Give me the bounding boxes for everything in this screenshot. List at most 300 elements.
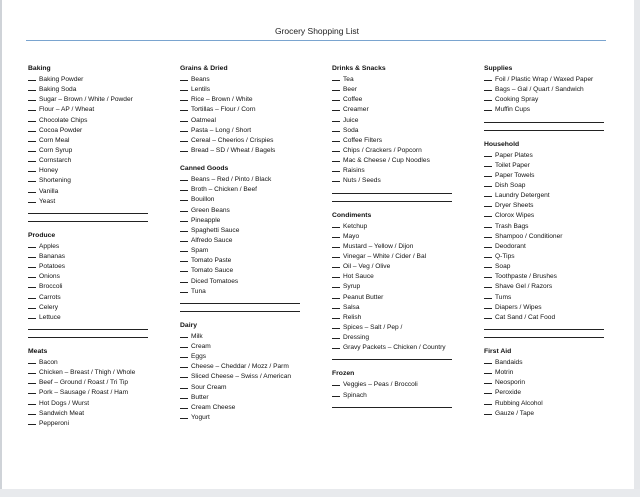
checkbox-blank[interactable]	[28, 357, 36, 364]
list-item	[484, 387, 624, 397]
list-item	[28, 94, 168, 104]
list-item	[28, 261, 168, 271]
item-label: Cereal – Cheerios / Crispies	[191, 136, 274, 144]
checkbox-blank[interactable]	[180, 205, 188, 212]
list-item	[28, 398, 168, 408]
checkbox-blank[interactable]	[332, 74, 340, 81]
checkbox-blank[interactable]	[332, 155, 340, 162]
list-item	[332, 221, 472, 231]
list-item	[28, 302, 168, 312]
item-label: Tums	[495, 293, 512, 301]
list-item	[28, 387, 168, 397]
checkbox-blank[interactable]	[180, 265, 188, 272]
checkbox-blank[interactable]	[484, 261, 492, 268]
item-label: Toilet Paper	[495, 161, 530, 169]
list-item	[28, 155, 168, 165]
item-label: Salsa	[343, 303, 360, 311]
item-label: Beans	[191, 76, 210, 83]
list-item	[28, 377, 168, 387]
checkbox-blank[interactable]	[332, 145, 340, 152]
list-item	[484, 377, 624, 387]
section	[332, 369, 472, 407]
section	[332, 64, 472, 202]
list-item	[28, 74, 168, 84]
checkbox-blank[interactable]	[332, 251, 340, 258]
item-label: Onions	[39, 273, 60, 281]
item-label: Spaghetti Sauce	[191, 226, 240, 234]
list-item	[28, 186, 168, 196]
list-item	[484, 94, 624, 104]
list-item	[484, 241, 624, 251]
write-in-line[interactable]	[484, 327, 604, 338]
list-item	[484, 150, 624, 160]
checkbox-blank[interactable]	[484, 387, 492, 394]
section-title: Canned Goods	[180, 165, 229, 173]
checkbox-blank[interactable]	[180, 351, 188, 358]
item-label: Diced Tomatoes	[191, 277, 239, 285]
item-label: Dish Soap	[495, 181, 526, 189]
list-item	[484, 84, 624, 94]
item-label: Muffin Cups	[495, 106, 531, 114]
checkbox-blank[interactable]	[332, 165, 340, 172]
checkbox-blank[interactable]	[180, 215, 188, 222]
checkbox-blank[interactable]	[180, 331, 188, 338]
list-item	[332, 241, 472, 251]
item-label: Tea	[343, 76, 354, 83]
item-label: Broth – Chicken / Beef	[191, 186, 257, 194]
checkbox-blank[interactable]	[180, 235, 188, 242]
checkbox-blank[interactable]	[28, 175, 36, 182]
item-label: Ketchup	[343, 222, 368, 230]
list-item	[332, 145, 472, 155]
list-item	[28, 125, 168, 135]
list-item	[484, 292, 624, 302]
checkbox-blank[interactable]	[484, 251, 492, 258]
list-item	[180, 145, 320, 155]
checkbox-blank[interactable]	[28, 251, 36, 258]
checkbox-blank[interactable]	[484, 241, 492, 248]
checkbox-blank[interactable]	[484, 408, 492, 415]
list-item	[484, 170, 624, 180]
checkbox-blank[interactable]	[332, 221, 340, 228]
item-label: Paper Plates	[495, 151, 533, 159]
item-label: Oil – Veg / Olive	[343, 263, 391, 271]
checkbox-blank[interactable]	[180, 94, 188, 101]
checkbox-blank[interactable]	[180, 184, 188, 191]
item-label: Sugar – Brown / White / Powder	[39, 96, 133, 104]
list-item	[332, 104, 472, 114]
checkbox-blank[interactable]	[332, 332, 340, 339]
checkbox-blank[interactable]	[28, 74, 36, 81]
item-label: Cream Cheese	[191, 403, 236, 411]
checkbox-blank[interactable]	[332, 135, 340, 142]
item-label: Pineapple	[191, 216, 221, 224]
checkbox-blank[interactable]	[332, 390, 340, 397]
item-label: Beer	[343, 86, 357, 94]
item-label: Bread – SD / Wheat / Bagels	[191, 146, 276, 154]
checkbox-blank[interactable]	[28, 115, 36, 122]
item-label: Bacon	[39, 358, 58, 366]
list-item	[180, 361, 320, 371]
checkbox-blank[interactable]	[332, 271, 340, 278]
write-in-line[interactable]	[332, 191, 452, 202]
checkbox-blank[interactable]	[180, 145, 188, 152]
list-item	[180, 371, 320, 381]
list-item	[484, 398, 624, 408]
page-title: Grocery Shopping List	[274, 26, 360, 36]
checkbox-blank[interactable]	[484, 150, 492, 157]
item-label: Tomato Paste	[191, 257, 232, 265]
item-label: Yogurt	[191, 413, 210, 421]
list-item	[180, 225, 320, 235]
checkbox-blank[interactable]	[484, 200, 492, 207]
section	[28, 347, 168, 428]
list-item	[332, 332, 472, 342]
checkbox-blank[interactable]	[180, 402, 188, 409]
list-item	[28, 84, 168, 94]
checkbox-blank[interactable]	[332, 302, 340, 309]
item-label: Clorox Wipes	[495, 212, 535, 220]
item-label: Mustard – Yellow / Dijon	[343, 242, 414, 250]
item-label: Foil / Plastic Wrap / Waxed Paper	[495, 76, 594, 83]
checkbox-blank[interactable]	[484, 367, 492, 374]
item-label: Trash Bags	[495, 222, 529, 230]
list-item	[332, 165, 472, 175]
item-label: Sandwich Meat	[39, 409, 85, 417]
list-item	[28, 292, 168, 302]
checkbox-blank[interactable]	[484, 377, 492, 384]
item-label: Chocolate Chips	[39, 116, 88, 124]
checkbox-blank[interactable]	[28, 271, 36, 278]
item-label: Vinegar – White / Cider / Bal	[343, 252, 427, 260]
checkbox-blank[interactable]	[28, 186, 36, 193]
item-label: Soap	[495, 263, 511, 271]
list-item	[28, 115, 168, 125]
section	[28, 64, 168, 222]
checkbox-blank[interactable]	[332, 104, 340, 111]
column-1	[28, 64, 168, 437]
item-label: Bags – Gal / Quart / Sandwich	[495, 86, 584, 94]
item-label: Tuna	[191, 287, 206, 295]
list-item	[180, 276, 320, 286]
checkbox-blank[interactable]	[28, 104, 36, 111]
checkbox-blank[interactable]	[484, 357, 492, 364]
item-label: Baking Soda	[39, 86, 77, 94]
list-item	[484, 160, 624, 170]
list-item	[28, 367, 168, 377]
list-item	[332, 379, 472, 389]
checkbox-blank[interactable]	[180, 392, 188, 399]
item-label: Cheese – Cheddar / Mozz / Parm	[191, 363, 289, 371]
checkbox-blank[interactable]	[484, 292, 492, 299]
list-item	[180, 194, 320, 204]
item-label: Dryer Sheets	[495, 202, 534, 210]
item-label: Beef – Ground / Roast / Tri Tip	[39, 379, 129, 387]
write-in-line[interactable]	[180, 301, 300, 312]
item-label: Pepperoni	[39, 419, 70, 427]
list-item	[484, 281, 624, 291]
write-in-line[interactable]	[28, 211, 148, 222]
item-label: Laundry Detergent	[495, 192, 550, 200]
list-item	[28, 418, 168, 428]
list-item	[484, 74, 624, 84]
checkbox-blank[interactable]	[180, 255, 188, 262]
list-item	[332, 115, 472, 125]
window-left-edge	[0, 0, 2, 497]
list-item	[484, 367, 624, 377]
section-title: Baking	[28, 65, 51, 72]
list-item	[180, 245, 320, 255]
column-2	[180, 64, 320, 431]
checkbox-blank[interactable]	[28, 94, 36, 101]
checkbox-blank[interactable]	[332, 312, 340, 319]
checkbox-blank[interactable]	[484, 398, 492, 405]
item-label: Spam	[191, 247, 209, 255]
checkbox-blank[interactable]	[332, 379, 340, 386]
checkbox-blank[interactable]	[180, 412, 188, 419]
list-item	[332, 84, 472, 94]
checkbox-blank[interactable]	[28, 418, 36, 425]
checkbox-blank[interactable]	[28, 125, 36, 132]
checkbox-blank[interactable]	[332, 322, 340, 329]
list-item	[332, 94, 472, 104]
item-label: Bananas	[39, 252, 66, 260]
item-label: Cream	[191, 342, 211, 350]
item-label: Chicken – Breast / Thigh / Whole	[39, 369, 136, 377]
list-item	[28, 135, 168, 145]
section-title: Frozen	[332, 370, 355, 378]
list-item	[180, 184, 320, 194]
checkbox-blank[interactable]	[28, 292, 36, 299]
list-item	[180, 115, 320, 125]
list-item	[28, 104, 168, 114]
checkbox-blank[interactable]	[180, 104, 188, 111]
checkbox-blank[interactable]	[484, 210, 492, 217]
section-title: First Aid	[484, 347, 512, 355]
list-item	[180, 84, 320, 94]
item-label: Chips / Crackers / Popcorn	[343, 146, 422, 154]
list-item	[332, 155, 472, 165]
list-item	[28, 165, 168, 175]
list-item	[180, 215, 320, 225]
item-label: Tomato Sauce	[191, 267, 234, 275]
list-item	[180, 341, 320, 351]
write-in-line[interactable]	[28, 327, 148, 338]
item-label: Sliced Cheese – Swiss / American	[191, 373, 292, 381]
checkbox-blank[interactable]	[332, 292, 340, 299]
item-label: Bandaids	[495, 358, 523, 366]
checkbox-blank[interactable]	[28, 135, 36, 142]
column-4	[484, 64, 624, 427]
item-label: Lentils	[191, 86, 211, 94]
item-label: Dressing	[343, 334, 370, 342]
item-label: Apples	[39, 242, 60, 250]
item-label: Creamer	[343, 106, 369, 114]
checkbox-blank[interactable]	[484, 302, 492, 309]
checkbox-blank[interactable]	[332, 281, 340, 288]
checkbox-blank[interactable]	[28, 281, 36, 288]
list-item	[180, 125, 320, 135]
checkbox-blank[interactable]	[484, 312, 492, 319]
item-label: Paper Towels	[495, 171, 535, 179]
list-item	[332, 125, 472, 135]
checkbox-blank[interactable]	[484, 74, 492, 81]
list-item	[180, 135, 320, 145]
item-label: Spinach	[343, 391, 367, 399]
checkbox-blank[interactable]	[332, 125, 340, 132]
item-label: Bouillon	[191, 196, 215, 204]
list-item	[180, 94, 320, 104]
checkbox-blank[interactable]	[484, 104, 492, 111]
checkbox-blank[interactable]	[180, 174, 188, 181]
list-item	[332, 322, 472, 332]
list-item	[180, 174, 320, 184]
checkbox-blank[interactable]	[28, 145, 36, 152]
checkbox-blank[interactable]	[484, 281, 492, 288]
section-title: Condiments	[332, 211, 372, 219]
checkbox-blank[interactable]	[484, 160, 492, 167]
list-item	[180, 392, 320, 402]
list-item	[332, 135, 472, 145]
checkbox-blank[interactable]	[180, 225, 188, 232]
checkbox-blank[interactable]	[180, 382, 188, 389]
checkbox-blank[interactable]	[28, 408, 36, 415]
checkbox-blank[interactable]	[484, 231, 492, 238]
item-label: Baking Powder	[39, 76, 84, 83]
list-item	[180, 265, 320, 275]
list-item	[180, 74, 320, 84]
item-label: Beans – Red / Pinto / Black	[191, 176, 272, 184]
list-item	[484, 408, 624, 418]
checkbox-blank[interactable]	[332, 231, 340, 238]
item-label: Alfredo Sauce	[191, 236, 233, 244]
checkbox-blank[interactable]	[484, 94, 492, 101]
item-label: Diapers / Wipes	[495, 303, 542, 311]
item-label: Milk	[191, 332, 203, 340]
item-label: Flour – AP / Wheat	[39, 106, 95, 114]
checkbox-blank[interactable]	[28, 398, 36, 405]
item-label: Broccoli	[39, 283, 63, 291]
checkbox-blank[interactable]	[180, 286, 188, 293]
window-bottom-edge	[0, 489, 640, 497]
checkbox-blank[interactable]	[180, 115, 188, 122]
checkbox-blank[interactable]	[332, 115, 340, 122]
checkbox-blank[interactable]	[180, 135, 188, 142]
checkbox-blank[interactable]	[332, 261, 340, 268]
checkbox-blank[interactable]	[332, 84, 340, 91]
checkbox-blank[interactable]	[180, 245, 188, 252]
list-item	[28, 175, 168, 185]
item-label: Toothpaste / Brushes	[495, 273, 557, 281]
checkbox-blank[interactable]	[28, 302, 36, 309]
checkbox-blank[interactable]	[28, 387, 36, 394]
item-label: Soda	[343, 126, 359, 134]
section-title: Drinks & Snacks	[332, 65, 386, 72]
checkbox-blank[interactable]	[332, 342, 340, 349]
item-label: Shave Gel / Razors	[495, 283, 553, 291]
checkbox-blank[interactable]	[180, 125, 188, 132]
item-label: Yeast	[39, 197, 56, 205]
checkbox-blank[interactable]	[28, 377, 36, 384]
item-label: Corn Syrup	[39, 146, 73, 154]
checkbox-blank[interactable]	[180, 276, 188, 283]
list-item	[484, 221, 624, 231]
list-item	[484, 210, 624, 220]
item-label: Oatmeal	[191, 116, 216, 124]
list-item	[28, 241, 168, 251]
item-label: Eggs	[191, 353, 207, 361]
checkbox-blank[interactable]	[180, 361, 188, 368]
list-item	[332, 271, 472, 281]
checkbox-blank[interactable]	[180, 371, 188, 378]
checkbox-blank[interactable]	[28, 261, 36, 268]
item-label: Gravy Packets – Chicken / Country	[343, 344, 446, 352]
checkbox-blank[interactable]	[180, 194, 188, 201]
checkbox-blank[interactable]	[28, 155, 36, 162]
checkbox-blank[interactable]	[28, 312, 36, 319]
item-label: Raisins	[343, 167, 365, 175]
section	[332, 211, 472, 361]
checkbox-blank[interactable]	[28, 165, 36, 172]
item-label: Mayo	[343, 232, 360, 240]
checkbox-blank[interactable]	[484, 221, 492, 228]
section-title: Meats	[28, 347, 48, 355]
list-item	[28, 145, 168, 155]
item-label: Cooking Spray	[495, 96, 539, 104]
item-label: Rubbing Alcohol	[495, 399, 543, 407]
item-label: Veggies – Peas / Broccoli	[343, 381, 418, 389]
section	[180, 64, 320, 155]
checkbox-blank[interactable]	[28, 84, 36, 91]
item-label: Pork – Sausage / Roast / Ham	[39, 389, 129, 397]
checkbox-blank[interactable]	[484, 84, 492, 91]
checkbox-blank[interactable]	[180, 341, 188, 348]
item-label: Rice – Brown / White	[191, 96, 253, 104]
checkbox-blank[interactable]	[332, 241, 340, 248]
checkbox-blank[interactable]	[28, 196, 36, 203]
section	[484, 64, 624, 131]
checkbox-blank[interactable]	[332, 94, 340, 101]
item-label: Coffee Filters	[343, 136, 383, 144]
list-item	[332, 302, 472, 312]
item-label: Peanut Butter	[343, 293, 384, 301]
checkbox-blank[interactable]	[484, 271, 492, 278]
checkbox-blank[interactable]	[484, 170, 492, 177]
list-item	[332, 281, 472, 291]
item-label: Peroxide	[495, 389, 522, 397]
item-label: Vanilla	[39, 187, 59, 195]
checkbox-blank[interactable]	[180, 84, 188, 91]
item-label: Nuts / Seeds	[343, 177, 381, 185]
item-label: Motrin	[495, 369, 514, 377]
checkbox-blank[interactable]	[28, 367, 36, 374]
checkbox-blank[interactable]	[332, 175, 340, 182]
checkbox-blank[interactable]	[28, 241, 36, 248]
list-item	[484, 261, 624, 271]
checkbox-blank[interactable]	[180, 74, 188, 81]
checkbox-blank[interactable]	[484, 190, 492, 197]
item-label: Butter	[191, 393, 209, 401]
checkbox-blank[interactable]	[484, 180, 492, 187]
list-item	[28, 408, 168, 418]
item-label: Honey	[39, 167, 59, 175]
write-in-line[interactable]	[484, 120, 604, 131]
list-item	[332, 312, 472, 322]
section	[484, 347, 624, 418]
list-item	[484, 357, 624, 367]
section-title: Produce	[28, 231, 56, 239]
list-item	[484, 231, 624, 241]
